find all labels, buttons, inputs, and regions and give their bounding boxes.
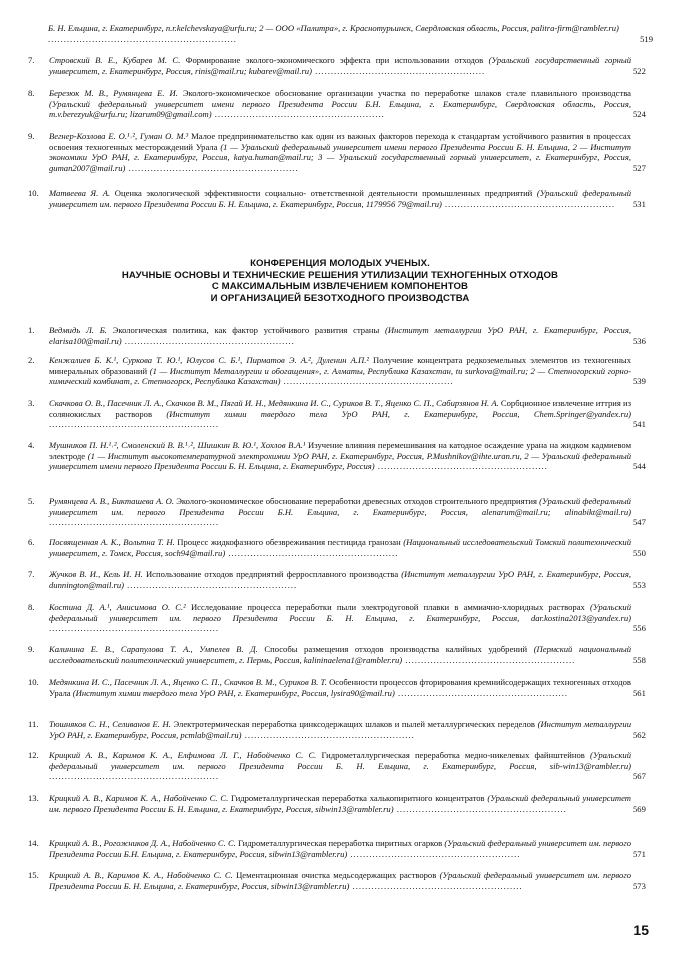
entry-page: 524 xyxy=(633,109,653,120)
entry-page: 539 xyxy=(633,376,653,387)
entry-affiliation: (Уральский государственный горный университет, г. Екатеринбург, Россия, rinis@mail.ru; kubarev@mail.ru) xyxy=(49,55,632,76)
heading-line-1: КОНФЕРЕНЦИЯ МОЛОДЫХ УЧЕНЫХ. xyxy=(250,258,430,269)
entry-affiliation: (Уральский федеральный университет им. первого Президента России Б.Н. Ельцина, г. Екатеринбург, Россия, sibwin13@rambler.ru) xyxy=(49,838,631,859)
heading-line-2: НАУЧНЫЕ ОСНОВЫ И ТЕХНИЧЕСКИЕ РЕШЕНИЯ УТИЛИЗАЦИИ ТЕХНОГЕННЫХ ОТХОДОВ xyxy=(121,269,559,281)
entry-authors: Скачкова О. В., Пасечник Л. А., Скачков В. М., Пягай И. Н., Медянкина И. С., Суриков В. Т., Яценко С. П., Сабирзянов Н. А. xyxy=(49,398,499,408)
entry-page: 547 xyxy=(633,517,653,528)
entry-affiliation: (Институт металлургии УрО РАН, г. Екатеринбург, Россия, pcmlab@mail.ru) xyxy=(49,719,631,740)
entry-authors: Румянцева А. В., Бикташева А. О. xyxy=(49,496,174,506)
heading-line-3: С МАКСИМАЛЬНЫМ ИЗВЛЕЧЕНИЕМ КОМПОНЕНТОВ xyxy=(211,281,469,293)
toc-entry: 9. Вегнер-Козлова Е. О.¹˒², Гуман О. М.³ Малое предпринимательство как один из важных факторов перехода к стандартам устойчивого развития в процессах освоения техногенных месторождений Урала (1 — Уральский федеральный университет имени первого Президента России Б. Н. Ельцина, 2 — Институт экономики УрО РАН, г. Екатеринбург, Россия, katya.human@mail.ru; 3 — Уральский государственный горный университет, г. Екатеринбург, Россия, guman2007@mail.ru) ...................................................... 527 xyxy=(28,131,653,173)
continued-entry: Б. Н. Ельцина, г. Екатеринбург, n.r.kelchevskaya@urfu.ru; 2 — ООО «Палитра», г. Краснотурьинск, Свердловская область, Россия, palitra-firm@rambler.ru) ............................................................ 519 xyxy=(48,23,653,44)
toc-entry: 10. Медянкина И. С., Пасечник Л. А., Яценко С. П., Скачков В. М., Суриков В. Т. Особенности процессов фторирования кремнийсодержащих техногенных отходов Урала (Институт химии твердого тела УрО РАН, г. Екатеринбург, Россия, lysira90@mail.ru) ...................................................... 561 xyxy=(28,677,653,698)
entry-page: 519 xyxy=(633,34,653,45)
entry-page: 544 xyxy=(633,461,653,472)
entry-authors: Кенжалиев Б. К.¹, Суркова Т. Ю.¹, Юлусов С. Б.¹, Пирматов Э. А.², Дуленин А.П.² xyxy=(49,355,369,365)
entry-number: 14. xyxy=(28,838,39,848)
entry-authors: Крицкий А. В., Каримов К. А., Набойченко С. С. xyxy=(49,793,229,803)
entry-number: 4. xyxy=(28,440,35,450)
entry-title: Использование отходов предприятий ферросплавного производства xyxy=(142,569,402,579)
entry-number: 7. xyxy=(28,569,35,579)
entry-page: 527 xyxy=(633,163,653,174)
entry-title: Исследование процесса переработки пыли электродуговой плавки в аммиачно-хлоридных растворах xyxy=(185,602,591,612)
toc-entry: 13. Крицкий А. В., Каримов К. А., Набойченко С. С. Гидрометаллургическая переработка халькопиритного концентратов (Уральский федеральный университет им. первого Президента России Б. Н. Ельцина, г. Екатеринбург, Россия, sibwin13@rambler.ru) ...................................................... 569 xyxy=(28,793,653,814)
toc-entry: 4. Мушников П. Н.¹˒², Смоленский В. В.¹˒², Шишкин В. Ю.¹, Хохлов В.А.¹ Изучение влияния перемешивания на катодное осаждение урана на жидком кадмиевом электроде (1 — Институт высокотемпературной электрохимии УрО РАН, г. Екатеринбург, Россия, P.Mushnikov@ihte.uran.ru, 2 — Уральский федеральный университет имени первого Президента России Б. Н. Ельцина, г. Екатеринбург, Россия) ...................................................... 544 xyxy=(28,440,653,472)
entry-number: 8. xyxy=(28,602,35,612)
entry-number: 10. xyxy=(28,677,39,687)
entry-title: Оценка экологической эффективности социально- ответственной деятельности промышленных предприятий xyxy=(110,188,537,198)
entry-authors: Посвященная А. К., Вольтна Т. Н. xyxy=(49,537,175,547)
entry-authors: Медянкина И. С., Пасечник Л. А., Яценко С. П., Скачков В. М., Суриков В. Т. xyxy=(49,677,327,687)
entry-number: 11. xyxy=(28,719,39,729)
entry-affiliation: (Уральский федеральный университет им. первого Президента России Б. Н. Ельцина, г. Екатеринбург, Россия, 1179956 79@mail.ru) xyxy=(49,188,632,209)
toc-entry: 10. Матвеева Я. А. Оценка экологической эффективности социально- ответственной деятельности промышленных предприятий (Уральский федеральный университет им. первого Президента России Б. Н. Ельцина, г. Екатеринбург, Россия, 1179956 79@mail.ru) ...................................................... 531 xyxy=(28,188,653,209)
entry-title: Формирование эколого-экономического эффекта при использовании отходов xyxy=(180,55,489,65)
entry-number: 1. xyxy=(28,325,35,335)
entry-affiliation: (Уральский федеральный университет им. первого Президента России Б. Н. Ельцина, г. Екатеринбург, Россия, sibwin13@rambler.ru) xyxy=(49,793,631,814)
entry-affiliation: (Институт химии твердого тела УрО РАН, г. Екатеринбург, Россия, lysira90@mail.ru) xyxy=(72,687,395,698)
entry-number: 8. xyxy=(28,88,35,98)
entry-affiliation: (Уральский федеральный университет им. первого Президента России Б.Н. Ельцина, г. Екатеринбург, Россия, alenarum@mail.ru; alinabikt@mail.ru) xyxy=(49,496,631,517)
entry-page: 569 xyxy=(633,804,653,815)
toc-entry: 7. Стровский В. Е., Кубарев М. С. Формирование эколого-экономического эффекта при использовании отходов (Уральский государственный горный университет, г. Екатеринбург, Россия, rinis@mail.ru; kubarev@mail.ru) ...................................................... 522 xyxy=(28,55,653,76)
entry-affiliation: (1 — Институт Металлургии и обогащения», г. Алматы, Республика Казахстан, tu surkova@mail.ru; 2 — Степногорский горно-химический комбинат, г. Степногорск, Республика Казахстан) xyxy=(49,365,631,387)
entry-title: Особенности процессов фторирования кремнийсодержащих техногенных отходов Урала xyxy=(49,677,631,698)
entry-title: Малое предпринимательство как один из важных факторов перехода к стандартам устойчивого развития в процессах освоения техногенных месторождений Урала xyxy=(49,131,632,152)
entry-page: 558 xyxy=(633,655,653,666)
entry-authors: Матвеева Я. А. xyxy=(49,188,111,198)
entry-title: Гидрометаллургическая переработка пиритных огарков xyxy=(235,838,445,848)
section-heading xyxy=(40,258,640,304)
entry-title: Изучение влияния перемешивания на катодное осаждение урана на жидком кадмиевом электроде xyxy=(49,440,632,461)
entry-affiliation: (Институт химии твердого тела УрО РАН, г. Екатеринбург, Россия, Chem.Springer@yandex.ru) xyxy=(166,408,631,419)
entry-page: 571 xyxy=(633,849,653,860)
entry-number: 5. xyxy=(28,496,35,506)
entry-affiliation: (Уральский федеральный университет им. первого Президента России Б. Н. Ельцина, г. Екатеринбург, Россия, sibwin13@rambler.ru) xyxy=(49,870,631,891)
entry-authors: Костина Д. А.¹, Анисимова О. С.² xyxy=(49,602,186,612)
entry-authors: Крицкий А. В., Каримов К. А., Елфимова Л. Г., Набойченко С. С. xyxy=(49,750,317,760)
toc-entry: 15. Крицкий А. В., Каримов К. А., Набойченко С. С. Цементационная очистка медьсодержащих растворов (Уральский федеральный университет им. первого Президента России Б. Н. Ельцина, г. Екатеринбург, Россия, sibwin13@rambler.ru) ...................................................... 573 xyxy=(28,870,653,891)
entry-page: 553 xyxy=(633,580,653,591)
toc-entry: 8. Березюк М. В., Румянцева Е. И. Эколого-экономическое обоснование организации участка по переработке шлаков стале плавильного производства (Уральский федеральный университет имени первого Президента России Б.Н. Ельцина, г. Екатеринбург, Свердловская область, Россия, m.v.berezyuk@urfu.ru; lizarum09@gmail.com) ...................................................... 524 xyxy=(28,88,653,120)
entry-number: 9. xyxy=(28,131,35,141)
entry-page: 573 xyxy=(633,881,653,892)
entry-page: 556 xyxy=(633,623,653,634)
entry-number: 15. xyxy=(28,870,39,880)
entry-affiliation: (Институт металлургии УрО РАН, г. Екатеринбург, Россия, elarisa100@mail.ru) xyxy=(49,325,631,346)
entry-authors: Ведмидь Л. Б. xyxy=(49,325,107,335)
entry-page: 562 xyxy=(633,730,653,741)
entry-number: 12. xyxy=(28,750,39,760)
entry-page: 550 xyxy=(633,548,653,559)
toc-entry: 8. Костина Д. А.¹, Анисимова О. С.² Исследование процесса переработки пыли электродуговой плавки в аммиачно-хлоридных растворах (Уральский федеральный университет им. первого Президента России Б. Н. Ельцина, г. Екатеринбург, Россия, dar.kostina2013@yandex.ru) ...................................................... 556 xyxy=(28,602,653,634)
entry-number: 3. xyxy=(28,398,35,408)
entry-title: Способы размещения отходов производства калийных удобрений xyxy=(257,644,534,654)
entry-number: 6. xyxy=(28,537,35,547)
toc-entry: 2. Кенжалиев Б. К.¹, Суркова Т. Ю.¹, Юлусов С. Б.¹, Пирматов Э. А.², Дуленин А.П.² Получение концентрата редкоземельных элементов из техногенных минеральных образований (1 — Институт Металлургии и обогащения», г. Алматы, Республика Казахстан, tu surkova@mail.ru; 2 — Степногорский горно-химический комбинат, г. Степногорск, Республика Казахстан) ...................................................... 539 xyxy=(28,355,653,387)
entry-page: 536 xyxy=(633,336,653,347)
toc-entry: 1. Ведмидь Л. Б. Экологическая политика, как фактор устойчивого развития страны (Институт металлургии УрО РАН, г. Екатеринбург, Россия, elarisa100@mail.ru) ...................................................... 536 xyxy=(28,325,653,346)
toc-entry: 12. Крицкий А. В., Каримов К. А., Елфимова Л. Г., Набойченко С. С. Гидрометаллургическая переработка медно-никелевых файнштейнов (Уральский федеральный университет им. первого Президента России Б. Н. Ельцина, г. Екатеринбург, Россия, sib-win13@rambler.ru) ...................................................... 567 xyxy=(28,750,653,782)
entry-title: Цементационная очистка медьсодержащих растворов xyxy=(232,870,440,880)
toc-entry: 5. Румянцева А. В., Бикташева А. О. Эколого-экономическое обоснование переработки древесных отходов строительного предприятия (Уральский федеральный университет им. первого Президента России Б.Н. Ельцина, г. Екатеринбург, Россия, alenarum@mail.ru; alinabikt@mail.ru) ...................................................... 547 xyxy=(28,496,653,528)
page-number: 15 xyxy=(633,922,649,938)
heading-line-4: И ОРГАНИЗАЦИЕЙ БЕЗОТХОДНОГО ПРОИЗВОДСТВА xyxy=(210,292,470,304)
entry-title: Гидрометаллургическая переработка медно-никелевых файнштейнов xyxy=(316,750,591,760)
entry-title: Гидрометаллургическая переработка халькопиритного концентратов xyxy=(228,793,488,803)
entry-affiliation: (Уральский федеральный университет им. первого Президента России Б. Н. Ельцина, г. Екатеринбург, Россия, sib-win13@rambler.ru) xyxy=(49,750,631,771)
entry-number: 10. xyxy=(28,188,39,198)
entry-title: Процесс жидкофазного обезвреживания пестицида гранозан xyxy=(174,537,404,547)
toc-entry: 6. Посвященная А. К., Вольтна Т. Н. Процесс жидкофазного обезвреживания пестицида гранозан (Национальный исследовательский Томский политехнический университет, г. Томск, Россия, soch94@mail.ru) ...................................................... 550 xyxy=(28,537,653,558)
entry-affiliation: (Уральский федеральный университет им. первого Президента России Б. Н. Ельцина, г. Екатеринбург, Россия, dar.kostina2013@yandex.ru) xyxy=(49,602,631,623)
entry-affiliation: (1 — Уральский федеральный университет имени первого Президента России Б. Н. Ельцина, 2 — Институт экономики УрО РАН, г. Екатеринбург, Россия, katya.human@mail.ru; 3 — Уральский государственный горный университет, г. Екатеринбург, Россия, guman2007@mail.ru) xyxy=(49,141,631,173)
entry-title: Получение концентрата редкоземельных элементов из техногенных минеральных образований xyxy=(49,355,632,376)
toc-entry: 9. Калинина Е. В., Сарапулова Т. А., Умпелев В. Д. Способы размещения отходов производства калийных удобрений (Пермский национальный исследовательский политехнический университет, г. Пермь, Россия, kalininaelena1@rambler.ru) ...................................................... 558 xyxy=(28,644,653,665)
entry-authors: Крицкий А. В., Каримов К. А., Набойченко С. С. xyxy=(49,870,233,880)
entry-affiliation: (Институт металлургии УрО РАН, г. Екатеринбург, Россия, dunnington@mail.ru) xyxy=(49,569,631,590)
entry-title: Эколого-экономическое обоснование организации участка по переработке шлаков стале плавильного производства xyxy=(177,88,631,98)
entry-page: 531 xyxy=(633,199,653,210)
toc-entry: 14. Крицкий А. В., Рогожников Д. А., Набойченко С. С. Гидрометаллургическая переработка пиритных огарков (Уральский федеральный университет им. первого Президента России Б.Н. Ельцина, г. Екатеринбург, Россия, sibwin13@rambler.ru) ...................................................... 571 xyxy=(28,838,653,859)
entry-title: Сорбционное извлечение иттрия из солянокислых растворов xyxy=(49,398,631,419)
entry-authors: Тюшняков С. Н., Селиванов Е. Н. xyxy=(49,719,171,729)
entry-title: Электротермическая переработка цинксодержащих шлаков и пылей металлургических переделов xyxy=(170,719,538,729)
entry-authors: Березюк М. В., Румянцева Е. И. xyxy=(49,88,178,98)
entry-affiliation: Б. Н. Ельцина, г. Екатеринбург, n.r.kelchevskaya@urfu.ru; 2 — ООО «Палитра», г. Краснотурьинск, Свердловская область, Россия, palitra-firm@rambler.ru) xyxy=(48,23,619,33)
toc-entry: 7. Жучков В. И., Кель И. Н. Использование отходов предприятий ферросплавного производства (Институт металлургии УрО РАН, г. Екатеринбург, Россия, dunnington@mail.ru) ...................................................... 553 xyxy=(28,569,653,590)
entry-authors: Мушников П. Н.¹˒², Смоленский В. В.¹˒², Шишкин В. Ю.¹, Хохлов В.А.¹ xyxy=(49,440,306,450)
entry-title: Экологическая политика, как фактор устойчивого развития страны xyxy=(106,325,386,335)
entry-affiliation: (Уральский федеральный университет имени первого Президента России Б.Н. Ельцина, г. Екатеринбург, Свердловская область, Россия, m.v.berezyuk@urfu.ru; lizarum09@gmail.com) xyxy=(49,98,631,120)
toc-entry: 11. Тюшняков С. Н., Селиванов Е. Н. Электротермическая переработка цинксодержащих шлаков и пылей металлургических переделов (Институт металлургии УрО РАН, г. Екатеринбург, Россия, pcmlab@mail.ru) ...................................................... 562 xyxy=(28,719,653,740)
entry-authors: Стровский В. Е., Кубарев М. С. xyxy=(49,55,181,65)
entry-page: 567 xyxy=(633,771,653,782)
entry-affiliation: (Пермский национальный исследовательский политехнический университет, г. Пермь, Россия, kalininaelena1@rambler.ru) xyxy=(49,644,631,665)
entry-authors: Жучков В. И., Кель И. Н. xyxy=(49,569,143,579)
entry-affiliation: (Национальный исследовательский Томский политехнический университет, г. Томск, Россия, soch94@mail.ru) xyxy=(49,537,631,558)
entry-page: 561 xyxy=(633,688,653,699)
entry-authors: Вегнер-Козлова Е. О.¹˒², Гуман О. М.³ xyxy=(49,131,189,141)
entry-page: 522 xyxy=(633,66,653,77)
entry-number: 9. xyxy=(28,644,35,654)
entry-page: 541 xyxy=(633,419,653,430)
entry-number: 13. xyxy=(28,793,39,803)
entry-affiliation: (1 — Институт высокотемпературной электрохимии УрО РАН, г. Екатеринбург, Россия, P.Mushnikov@ihte.uran.ru, 2 — Уральский федеральный университет имени первого Президента России Б. Н. Ельцина, г. Екатеринбург, Россия) xyxy=(49,450,631,472)
entry-authors: Крицкий А. В., Рогожников Д. А., Набойченко С. С. xyxy=(49,838,236,848)
entry-title: Эколого-экономическое обоснование переработки древесных отходов строительного предприятия xyxy=(173,496,540,506)
entry-authors: Калинина Е. В., Сарапулова Т. А., Умпелев В. Д. xyxy=(49,644,258,654)
entry-number: 7. xyxy=(28,55,35,65)
entry-number: 2. xyxy=(28,355,35,365)
toc-entry: 3. Скачкова О. В., Пасечник Л. А., Скачков В. М., Пягай И. Н., Медянкина И. С., Суриков В. Т., Яценко С. П., Сабирзянов Н. А. Сорбционное извлечение иттрия из солянокислых растворов (Институт химии твердого тела УрО РАН, г. Екатеринбург, Россия, Chem.Springer@yandex.ru) ...................................................... 541 xyxy=(28,398,653,430)
